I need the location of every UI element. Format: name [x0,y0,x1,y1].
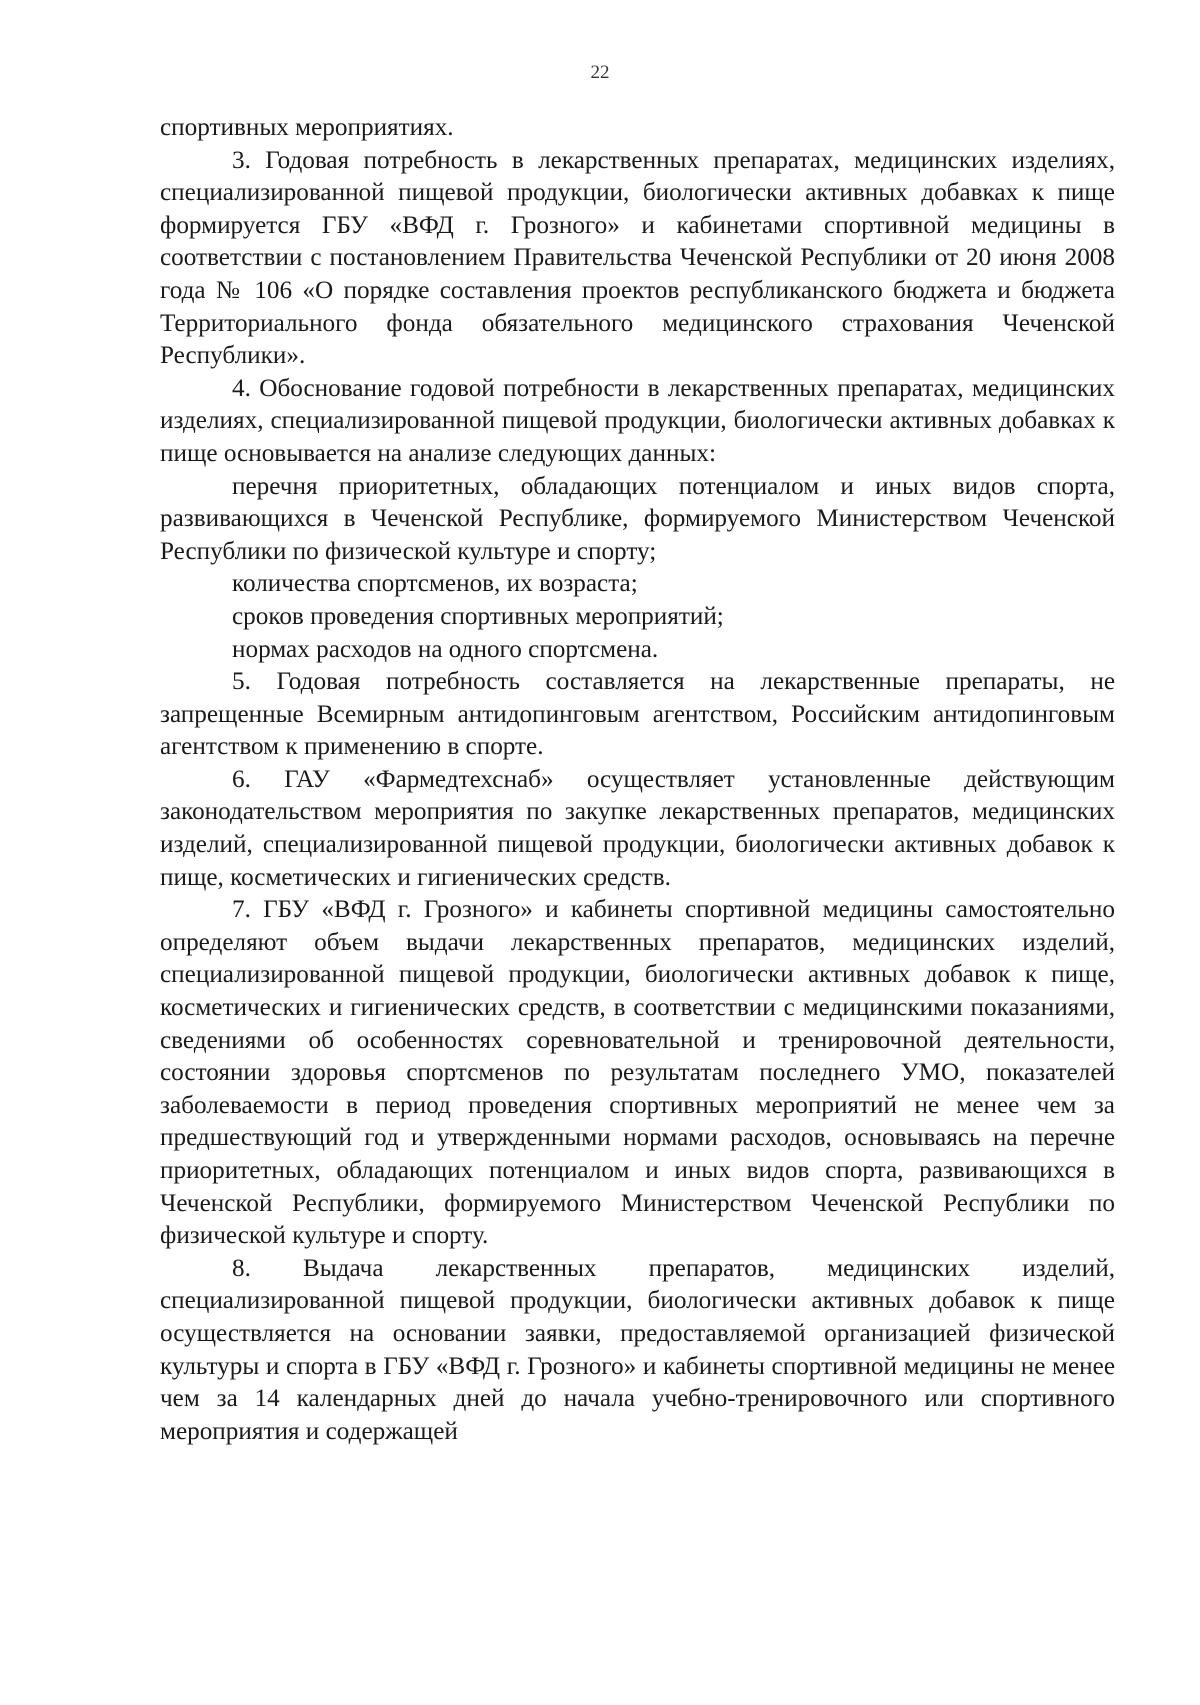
paragraph-list-sports: перечня приоритетных, обладающих потенциалом и иных видов спорта, развивающихся в Чеченской Республике, формируемого Министерством Чеченской Республики по физической культуре и спорту; [160,472,1115,565]
document-body [160,112,1115,1448]
paragraph-item-5: 5. Годовая потребность составляется на лекарственные препараты, не запрещенные Всемирным антидопинговым агентством, Российским антидопинговым агентством к применению в спорте. [160,668,1115,761]
paragraph-item-7: 7. ГБУ «ВФД г. Грозного» и кабинеты спортивной медицины самостоятельно определяют объем выдачи лекарственных препаратов, медицинских изделий, специализированной пищевой продукции, биологически активных добавок к пище, косметических и гигиенических средств, в соответствии с медицинскими показаниями, сведениями об особенностях соревновательной и тренировочной деятельности, состоянии здоровья спортсменов по результатам последнего УМО, показателей заболеваемости в период проведения спортивных мероприятий не менее чем за предшествующий год и утвержденными нормами расходов, основываясь на перечне приоритетных, обладающих потенциалом и иных видов спорта, развивающихся в Чеченской Республики, формируемого Министерством Чеченской Республики по физической культуре и спорту. [160,896,1115,1250]
paragraph-item-4: 4. Обоснование годовой потребности в лекарственных препаратах, медицинских изделиях, специализированной пищевой продукции, биологически активных добавках к пище основывается на анализе следующих данных: [160,374,1115,467]
paragraph-list-norms: нормах расходов на одного спортсмена. [232,635,659,663]
paragraph-continuation: спортивных мероприятиях. [160,114,454,141]
paragraph-item-3: 3. Годовая потребность в лекарственных препаратах, медицинских изделиях, специализированной пищевой продукции, биологически активных добавках к пище формируется ГБУ «ВФД г. Грозного» и кабинетами спортивной медицины в соответствии с постановлением Правительства Чеченской Республики от 20 июня 2008 года № 106 «О порядке составления проектов республиканского бюджета и бюджета Территориального фонда обязательного медицинского страхования Чеченской Республики». [160,146,1115,370]
page-number: 22 [590,62,610,83]
paragraph-item-8: 8. Выдача лекарственных препаратов, медицинских изделий, специализированной пищевой продукции, биологически активных добавок к пище осуществляется на основании заявки, предоставляемой организацией физической культуры и спорта в ГБУ «ВФД г. Грозного» и кабинеты спортивной медицины не менее чем за 14 календарных дней до начала учебно-тренировочного или спортивного мероприятия и содержащей [160,1254,1115,1445]
paragraph-item-6: 6. ГАУ «Фармедтехснаб» осуществляет установленные действующим законодательством мероприятия по закупке лекарственных препаратов, медицинских изделий, специализированной пищевой продукции, биологически активных добавок к пище, косметических и гигиенических средств. [160,765,1115,891]
paragraph-list-terms: сроков проведения спортивных мероприятий; [232,602,724,630]
paragraph-list-athletes: количества спортсменов, их возраста; [232,570,638,598]
